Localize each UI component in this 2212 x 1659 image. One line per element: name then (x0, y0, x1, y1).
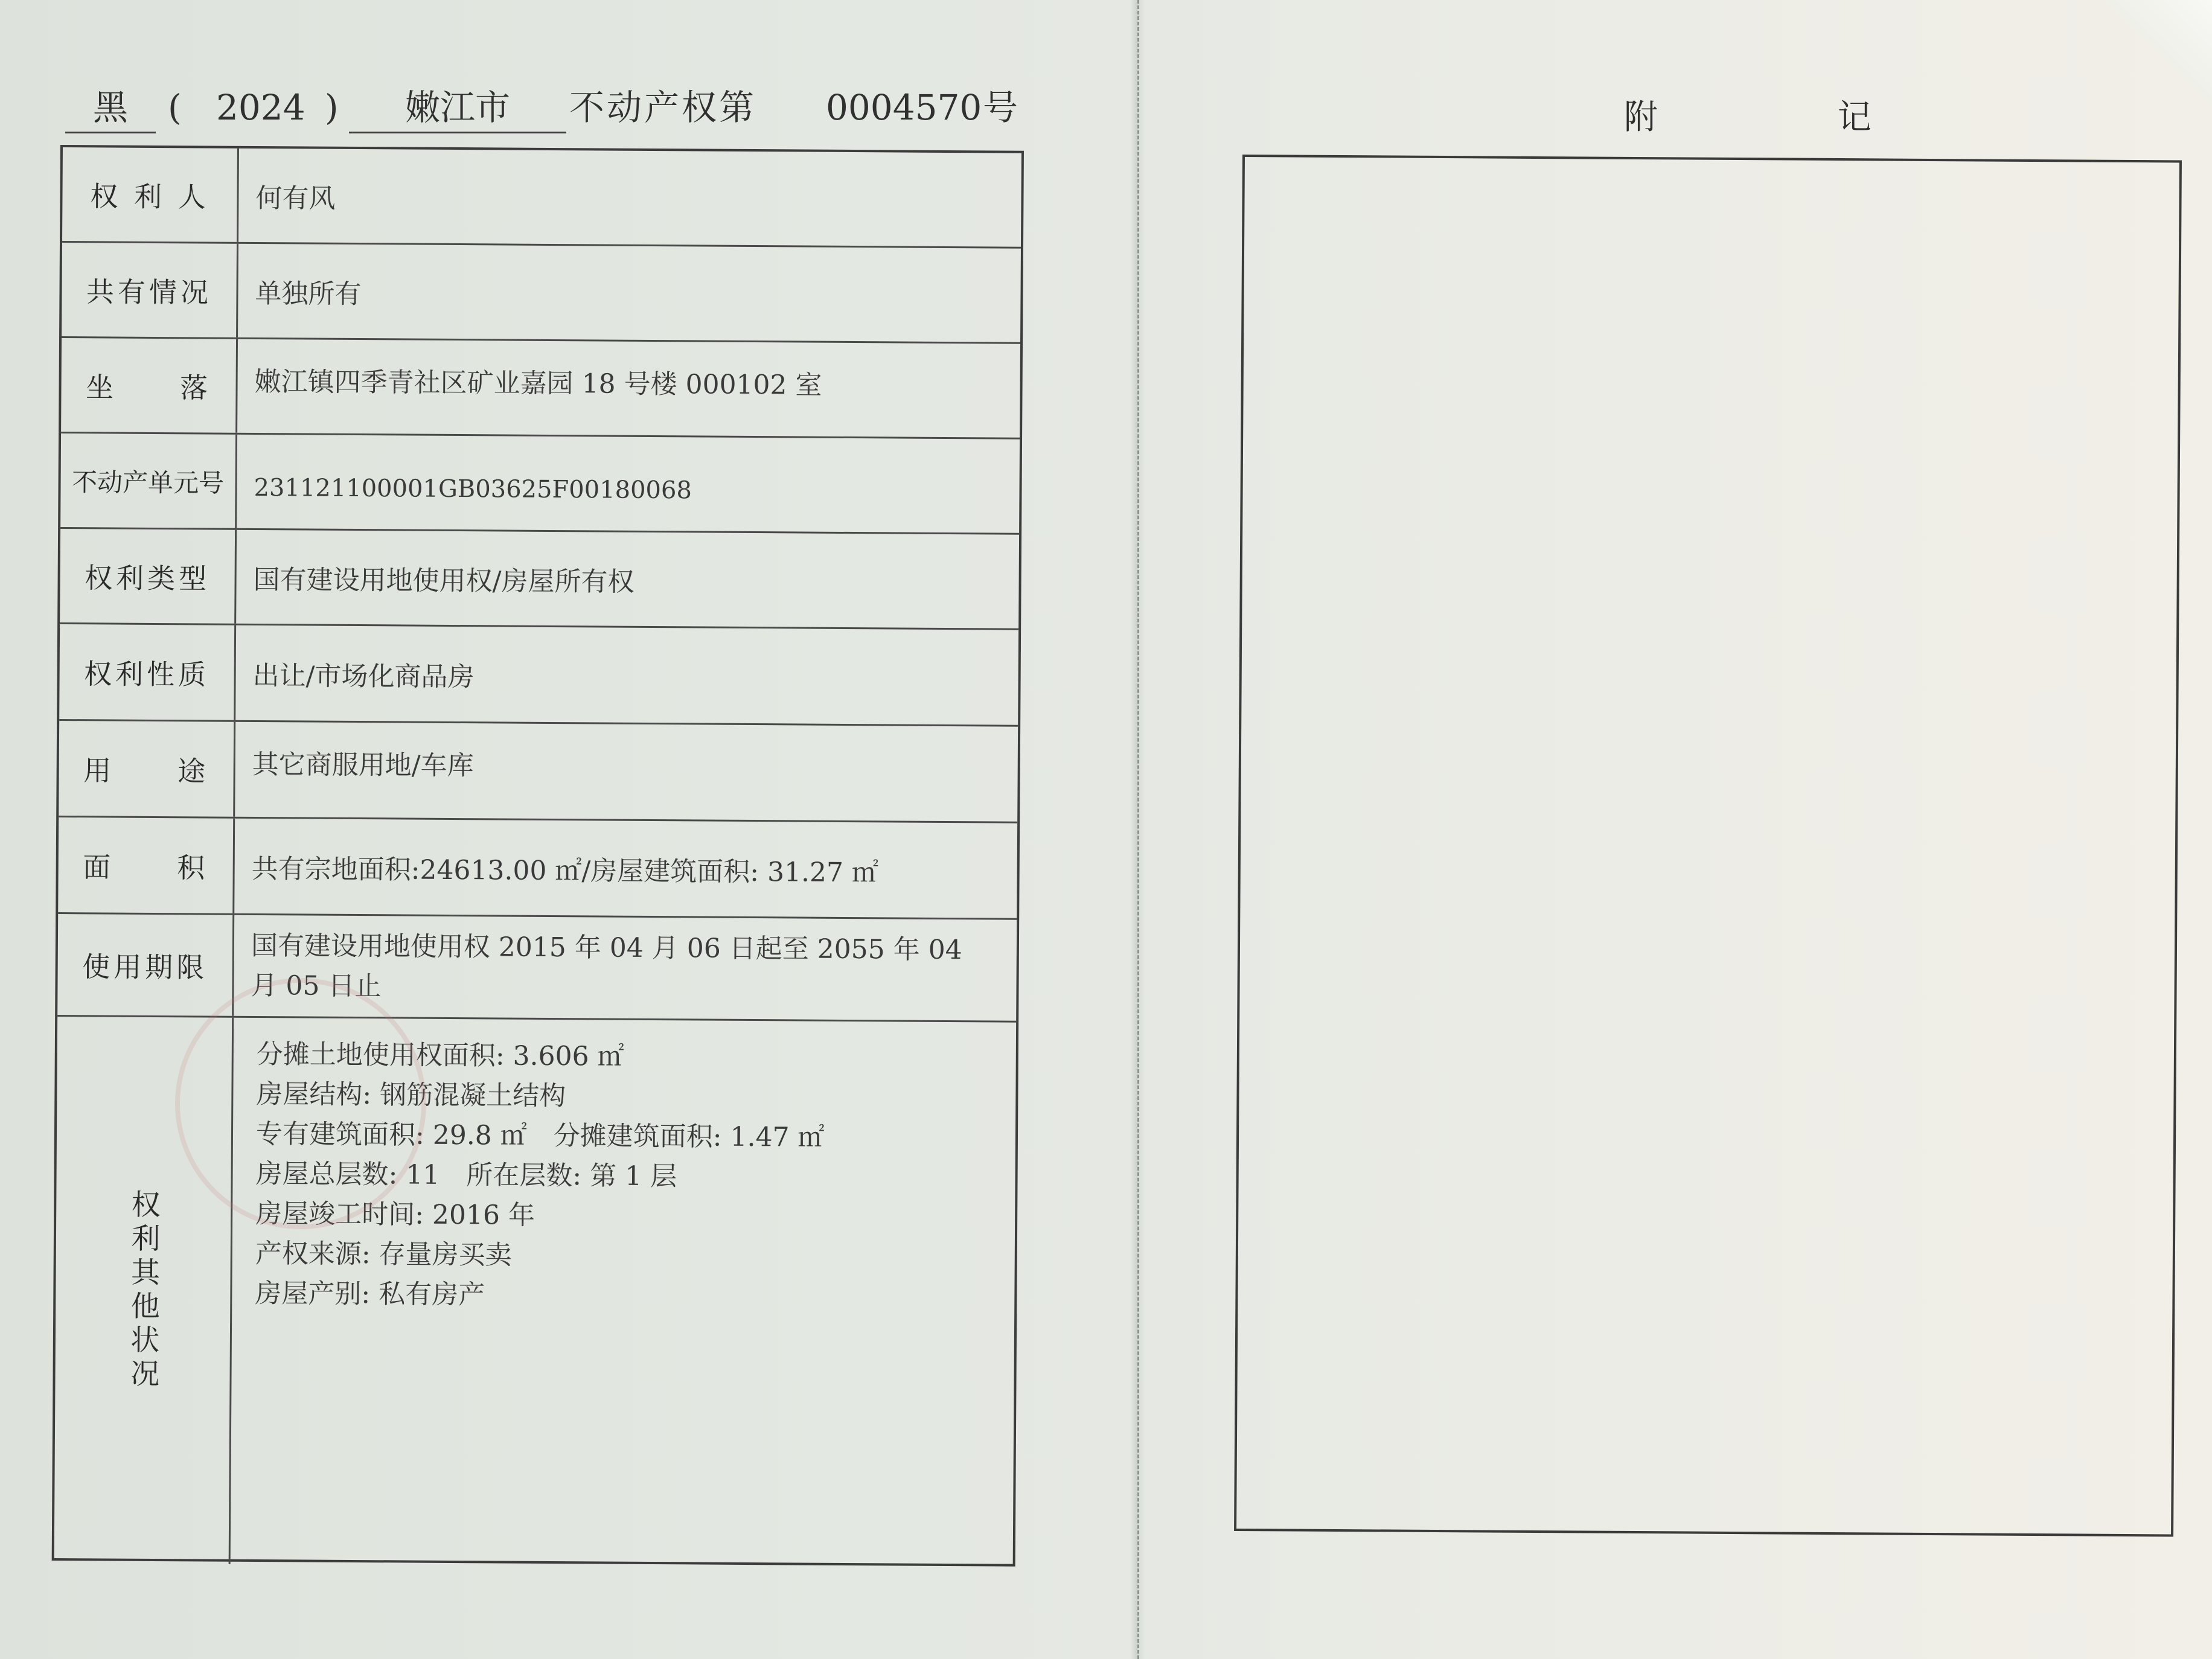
row-label: 共有情况 (62, 243, 238, 337)
faded-seal-stamp (175, 978, 426, 1229)
other-status-line: 产权来源: 存量房买卖 (255, 1238, 512, 1271)
row-label: 权利类型 (60, 529, 237, 624)
unit-number-value: 231121100001GB03625F00180068 (254, 473, 692, 504)
paren-close: ) (325, 87, 339, 128)
table-row (59, 624, 1018, 727)
certificate-number: 0004570 (826, 87, 982, 128)
other-status-line: 房屋竣工时间: 2016 年 (255, 1198, 535, 1231)
annex-title: 附 记 (1624, 98, 1956, 137)
paren-open: ( (168, 87, 182, 128)
table-row (58, 817, 1017, 920)
row-label: 用 途 (59, 721, 235, 817)
table-row (59, 721, 1018, 823)
other-status-line: 专有建筑面积: 29.8 ㎡ 分摊建筑面积: 1.47 ㎡ (255, 1119, 825, 1153)
row-label: 坐 落 (61, 338, 238, 433)
other-status-line: 房屋总层数: 11 所在层数: 第 1 层 (255, 1159, 677, 1192)
certificate-suffix: 号 (983, 87, 1018, 128)
row-label: 权利性质 (59, 624, 236, 720)
table-row (62, 147, 1021, 249)
term-line-1: 国有建设用地使用权 2015 年 04 月 06 日起至 2055 年 04 (251, 930, 962, 965)
owner-value: 何有风 (255, 182, 336, 214)
other-status-line: 房屋产别: 私有房产 (255, 1278, 485, 1311)
other-status-line: 房屋结构: 钢筋混凝土结构 (256, 1079, 566, 1112)
other-status-label: 权利其他状况 (125, 1189, 161, 1392)
binding-stitch (1137, 0, 1139, 1659)
other-status-line: 分摊土地使用权面积: 3.606 ㎡ (256, 1039, 624, 1072)
table-row (61, 338, 1020, 440)
city-name: 嫩江市 (349, 83, 566, 133)
row-label: 面 积 (58, 817, 235, 913)
table-row (60, 433, 1020, 535)
certificate-year: 2024 (216, 87, 305, 128)
certificate-prefix: 不动产权第 (569, 87, 757, 128)
page-corner (2103, 0, 2212, 109)
row-label: 权 利 人 (62, 147, 239, 242)
row-label: 使用期限 (57, 914, 234, 1016)
certificate-header (65, 83, 1031, 144)
term-line-2: 月 05 日止 (251, 970, 382, 1002)
usage-value: 其它商服用地/车库 (252, 749, 474, 782)
table-row (60, 529, 1019, 630)
right-type-value: 国有建设用地使用权/房屋所有权 (253, 564, 635, 598)
right-nature-value: 出让/市场化商品房 (252, 660, 475, 692)
row-label: 不动产单元号 (60, 433, 237, 528)
co-ownership-value: 单独所有 (255, 278, 362, 310)
location-value: 嫩江镇四季青社区矿业嘉园 18 号楼 000102 室 (254, 366, 822, 401)
area-value: 共有宗地面积:24613.00 ㎡/房屋建筑面积: 31.27 ㎡ (251, 853, 879, 888)
table-row (62, 243, 1021, 344)
table-row (57, 914, 1017, 1023)
annex-box (1234, 155, 2182, 1536)
property-info-table (52, 145, 1024, 1567)
province-abbrev: 黑 (65, 83, 156, 133)
